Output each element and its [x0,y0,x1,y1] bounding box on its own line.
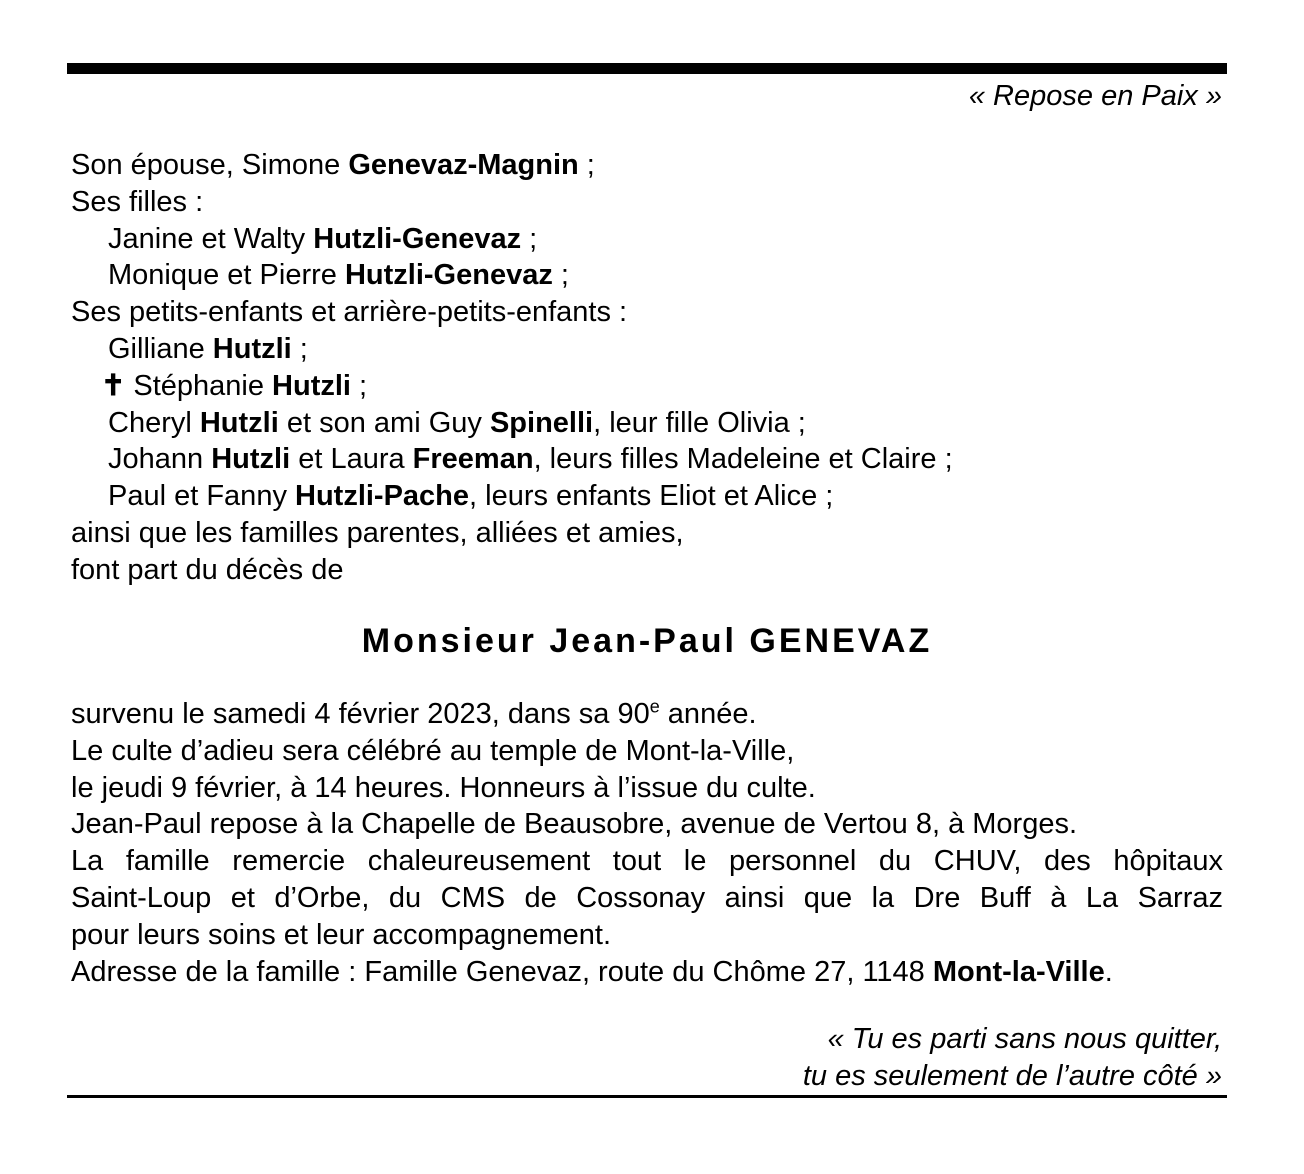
grandchild-middle: et son ami Guy [278,406,490,439]
grandchild-suffix: ; [291,332,308,365]
details [71,696,1223,990]
grandchild-line [71,331,1223,368]
daughter-line [71,257,1223,294]
address-end: . [1104,955,1113,988]
spouse-prefix: Son épouse, Simone [71,149,349,181]
partner-name: Spinelli [489,406,594,439]
spouse-line [71,147,1223,184]
grandchild-suffix: ; [350,369,368,402]
thanks-line: La famille remercie chaleureusement tout le personnel du CHUV, des hôpitaux [71,845,1223,878]
grandchild-prefix: Gilliane [108,332,213,365]
grandchild-prefix: Cheryl [108,406,200,439]
daughters-label: Ses filles : [71,185,204,218]
grandchild-line [71,405,1223,442]
spouse-suffix: ; [578,149,595,181]
grandchild-line [71,441,1223,478]
grandchildren-label: Ses petits-enfants et arrière-petits-enfants : [71,296,628,329]
quote-bottom-line: « Tu es parti sans nous quitter, [827,1023,1222,1055]
closing-line: ainsi que les familles parentes, alliées et amies, [71,516,684,549]
address-text: Adresse de la famille : Famille Genevaz, route du Chôme 27, 1148 [71,955,933,988]
daughter-suffix: ; [552,259,569,292]
death-date-line [71,696,1223,733]
death-date-text: survenu le samedi 4 février 2023, dans sa 90 [71,698,650,730]
ceremony-line: Le culte d’adieu sera célébré au temple de Mont-la-Ville, [71,734,795,767]
grandchild-name: Hutzli [272,369,351,402]
daughter-suffix: ; [521,222,538,255]
daughter-line [71,221,1223,258]
daughter-name: Hutzli-Genevaz [344,259,553,292]
grandchild-name: Hutzli-Pache [295,480,470,513]
ordinal-suffix: e [649,696,660,717]
address-line [71,954,1223,991]
quote-bottom-line: tu es seulement de l’autre côté » [802,1060,1222,1092]
grandchild-line-deceased [71,368,1223,405]
resting-place-line: Jean-Paul repose à la Chapelle de Beausobre, avenue de Vertou 8, à Morges. [71,808,1078,841]
deceased-name: Monsieur Jean-Paul GENEVAZ [361,622,933,660]
grandchild-prefix: Paul et Fanny [108,480,295,513]
address-city: Mont-la-Ville [932,955,1105,988]
thanks-line: Saint-Loup et d’Orbe, du CMS de Cossonay ainsi que la Dre Buff à La Sarraz [71,881,1223,914]
closing-line: font part du décès de [71,553,344,586]
grandchild-middle: et Laura [290,443,413,476]
partner-name: Freeman [412,443,534,476]
quote-top: « Repose en Paix » [968,80,1222,112]
ceremony-time-line: le jeudi 9 février, à 14 heures. Honneurs à l’issue du culte. [71,771,816,804]
grandchild-name: Hutzli [211,443,291,476]
daughter-name: Hutzli-Genevaz [313,222,522,255]
thanks-line: pour leurs soins et leur accompagnement. [71,918,612,951]
daughter-prefix: Monique et Pierre [108,259,345,292]
grandchild-prefix: Stéphanie [125,369,273,402]
grandchild-suffix: , leurs filles Madeleine et Claire ; [533,443,953,476]
cross-icon: ✝ [101,369,126,402]
grandchild-name: Hutzli [199,406,279,439]
grandchild-prefix: Johann [108,443,212,476]
daughter-prefix: Janine et Walty [108,222,314,255]
grandchild-suffix: , leurs enfants Eliot et Alice ; [469,480,834,513]
bottom-rule [67,1095,1227,1098]
death-date-text-end: année. [659,698,757,730]
family-list [71,147,1223,589]
grandchild-line [71,478,1223,515]
spouse-name: Genevaz-Magnin [348,149,579,181]
top-rule [67,63,1227,74]
grandchild-name: Hutzli [212,332,292,365]
grandchild-suffix: , leur fille Olivia ; [593,406,806,439]
quote-bottom [803,1021,1222,1095]
